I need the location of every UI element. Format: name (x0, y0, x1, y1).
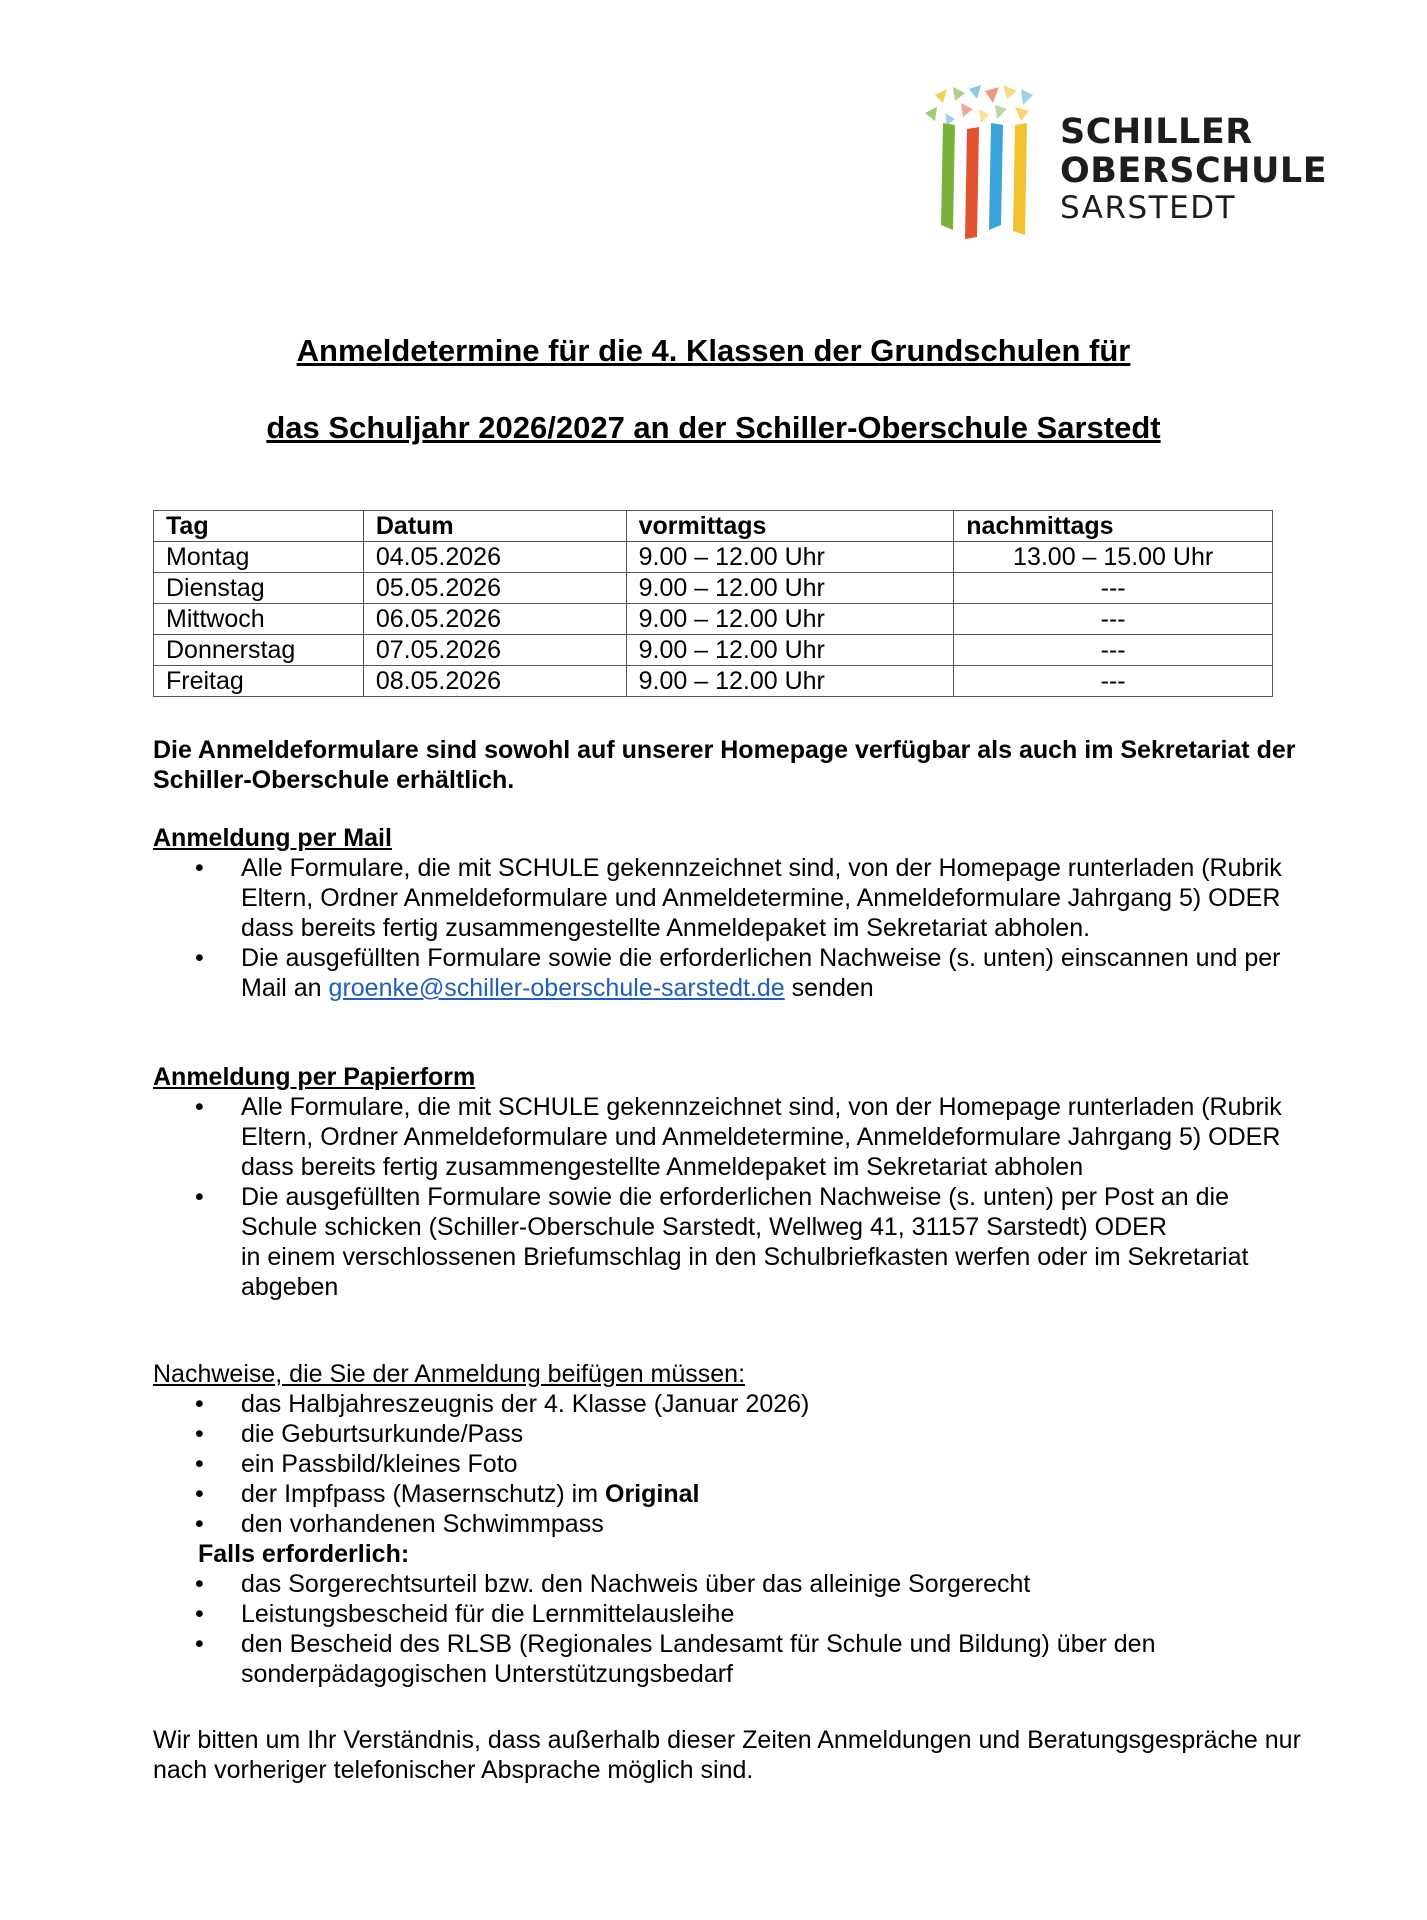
page-title-line2: das Schuljahr 2026/2027 an der Schiller-Oberschule Sarstedt (266, 410, 1161, 445)
mail-item2-text: Die ausgefüllten Formulare sowie die erforderlichen Nachweise (s. unten) einscannen und per Mail an (241, 944, 1281, 1002)
list-item: • ein Passbild/kleines Foto (153, 1449, 1303, 1479)
list-item: • Leistungsbescheid für die Lernmittelausleihe (153, 1599, 1303, 1629)
column-header-vormittags: vormittags (626, 511, 954, 542)
logo-text-line2: OBERSCHULE (1060, 151, 1328, 191)
cell-day: Montag (154, 542, 364, 573)
cell-morning: 9.00 – 12.00 Uhr (626, 666, 954, 697)
table-row (154, 542, 1273, 573)
impf-original-emphasis: Original (605, 1480, 700, 1508)
list-item (153, 943, 1303, 1003)
intro-paragraph: Die Anmeldeformulare sind sowohl auf unserer Homepage verfügbar als auch im Sekretariat der Schiller-Oberschule erhältlich. (153, 736, 1296, 794)
cell-date: 06.05.2026 (363, 604, 626, 635)
paper-item1-alt-text: dass bereits fertig zusammengestellte Anmeldepaket im Sekretariat abholen (241, 1153, 1084, 1181)
list-item (153, 1182, 1303, 1302)
cell-date: 04.05.2026 (363, 542, 626, 573)
cell-date: 08.05.2026 (363, 666, 626, 697)
impf-text: der Impfpass (Masernschutz) im (241, 1480, 605, 1508)
cell-morning: 9.00 – 12.00 Uhr (626, 573, 954, 604)
paper-item2-alt-text: in einem verschlossenen Briefumschlag in den Schulbriefkasten werfen oder im Sekretariat abgeben (241, 1243, 1249, 1301)
cell-morning: 9.00 – 12.00 Uhr (626, 604, 954, 635)
column-header-datum: Datum (363, 511, 626, 542)
list-item: • die Geburtsurkunde/Pass (153, 1419, 1303, 1449)
documents-section (153, 1359, 1303, 1689)
mail-section-heading: Anmeldung per Mail (153, 824, 392, 852)
list-item: • den Bescheid des RLSB (Regionales Landesamt für Schule und Bildung) über den sonderpädagogischen Unterstützungsbedarf (153, 1629, 1303, 1689)
cell-day: Donnerstag (154, 635, 364, 666)
school-logo (925, 85, 1328, 245)
page-title-line1: Anmeldetermine für die 4. Klassen der Grundschulen für (296, 333, 1131, 368)
list-item: • das Sorgerechtsurteil bzw. den Nachweis über das alleinige Sorgerecht (153, 1569, 1303, 1599)
cell-date: 07.05.2026 (363, 635, 626, 666)
table-row (154, 573, 1273, 604)
table-row (154, 666, 1273, 697)
cell-date: 05.05.2026 (363, 573, 626, 604)
list-item (153, 1479, 1303, 1509)
list-item (153, 853, 1303, 943)
schedule-table (153, 510, 1273, 697)
mail-section (153, 823, 1303, 1003)
falls-heading: Falls erforderlich: (198, 1540, 410, 1568)
logo-text-line1: SCHILLER (1060, 112, 1253, 152)
closing-paragraph: Wir bitten um Ihr Verständnis, dass außerhalb dieser Zeiten Anmeldungen und Beratungsgespräche nur nach vorheriger telefonischer Absprache möglich sind. (153, 1726, 1301, 1784)
list-item: • das Halbjahreszeugnis der 4. Klasse (Januar 2026) (153, 1389, 1303, 1419)
email-link[interactable]: groenke@schiller-oberschule-sarstedt.de (328, 974, 785, 1002)
cell-afternoon: 13.00 – 15.00 Uhr (954, 542, 1273, 573)
documents-heading: Nachweise, die Sie der Anmeldung beifügen müssen: (153, 1360, 746, 1388)
logo-text-line3: SARSTEDT (1060, 190, 1237, 226)
table-header-row (154, 511, 1273, 542)
column-header-tag: Tag (154, 511, 364, 542)
column-header-nachmittags: nachmittags (954, 511, 1273, 542)
cell-day: Dienstag (154, 573, 364, 604)
paper-item1-text: • Alle Formulare, die mit SCHULE gekennzeichnet sind, von der Homepage runterladen (Rubrik Eltern, Ordner Anmeldeformulare und Anmeldetermine, Anmeldeformulare Jahrgang 5) ODER (241, 1093, 1282, 1151)
cell-afternoon: --- (954, 573, 1273, 604)
table-row (154, 635, 1273, 666)
paper-section (153, 1062, 1303, 1302)
cell-day: Mittwoch (154, 604, 364, 635)
logo-mark-icon (925, 85, 1055, 245)
cell-morning: 9.00 – 12.00 Uhr (626, 635, 954, 666)
table-row (154, 604, 1273, 635)
cell-afternoon: --- (954, 635, 1273, 666)
mail-item1-alt-text: dass bereits fertig zusammengestellte Anmeldepaket im Sekretariat abholen. (241, 914, 1091, 942)
paper-section-heading: Anmeldung per Papierform (153, 1063, 476, 1091)
cell-morning: 9.00 – 12.00 Uhr (626, 542, 954, 573)
cell-day: Freitag (154, 666, 364, 697)
cell-afternoon: --- (954, 666, 1273, 697)
list-item: • den vorhandenen Schwimmpass (153, 1509, 1303, 1539)
paper-item2-text: • Die ausgefüllten Formulare sowie die erforderlichen Nachweise (s. unten) per Post an die Schule schicken (Schiller-Oberschule Sarstedt, Wellweg 41, 31157 Sarstedt) ODER (241, 1183, 1230, 1241)
cell-afternoon: --- (954, 604, 1273, 635)
mail-item2-suffix: senden (784, 974, 874, 1002)
mail-item1-text: • Alle Formulare, die mit SCHULE gekennzeichnet sind, von der Homepage runterladen (Rubrik Eltern, Ordner Anmeldeformulare und Anmeldetermine, Anmeldeformulare Jahrgang 5) ODER (241, 854, 1282, 912)
list-item (153, 1092, 1303, 1182)
